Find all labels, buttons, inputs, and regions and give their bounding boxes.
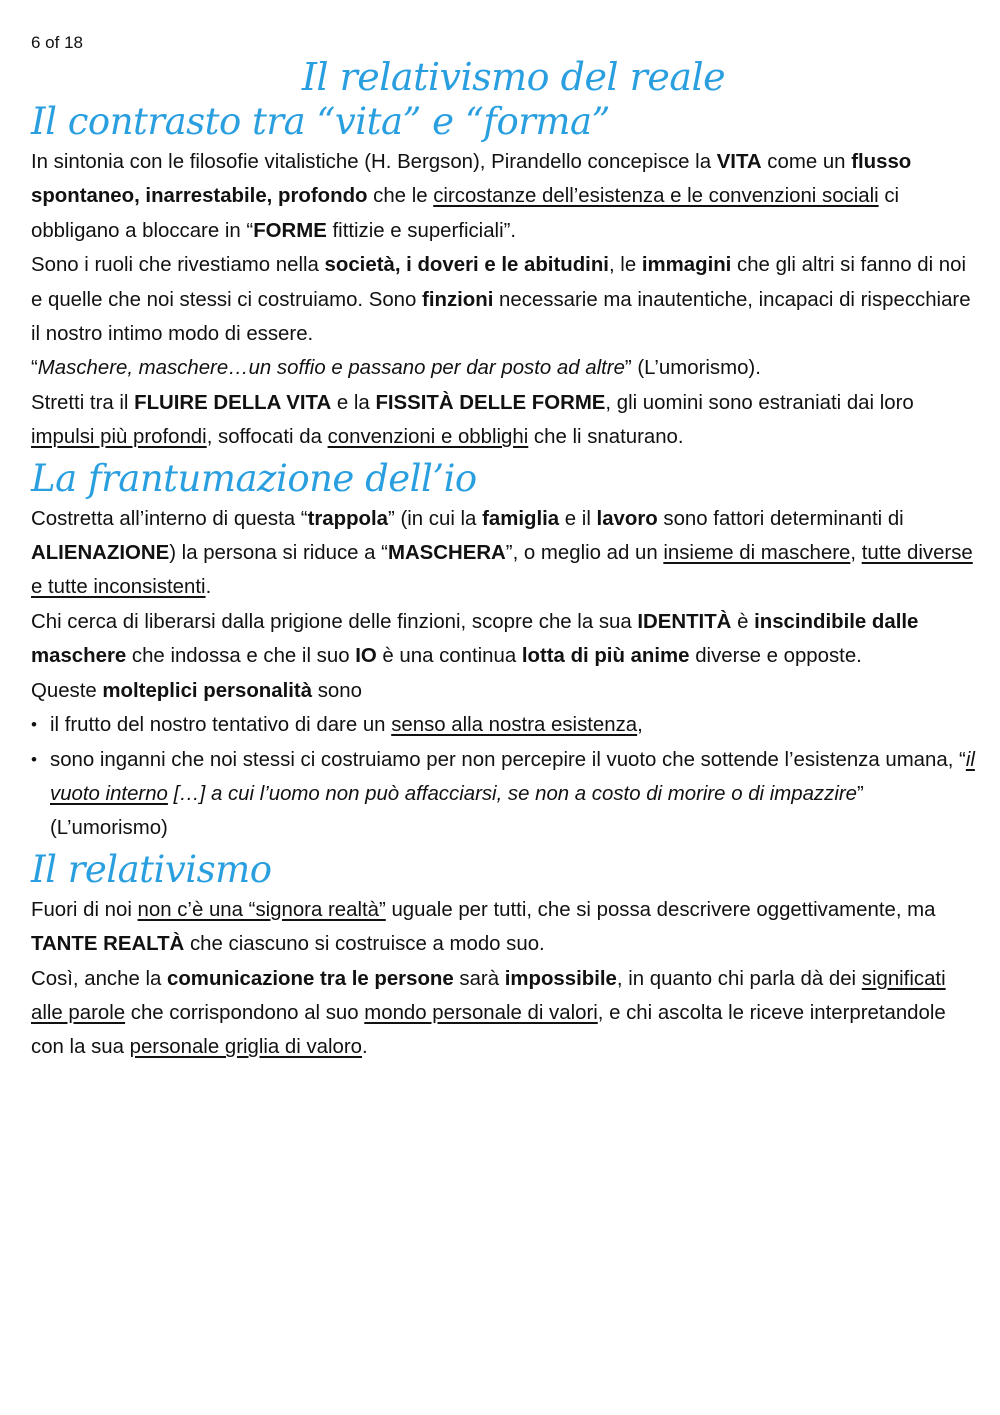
underlined-text: senso alla nostra esistenza [391,714,638,737]
paragraph [31,248,976,351]
section-vita-forma [31,99,976,455]
underlined-text: tutte diverse e tutte inconsistenti [31,542,973,599]
text-run: , soffocati da [206,426,328,449]
text-run: “ [31,357,38,380]
text-run: uguale per tutti, che si possa descrivere oggettivamente, ma [385,898,936,921]
text-run: ” (L’umorismo). [624,357,761,380]
underlined-text: convenzioni e obblighi [327,426,529,449]
text-run: diverse e opposte. [689,645,862,668]
emphasis-text: FISSITÀ DELLE FORME [375,391,606,414]
emphasis-text: FORME [253,219,327,242]
bullet-item [31,743,976,846]
emphasis-text: molteplici personalità [102,679,313,702]
page-title: Il relativismo del reale [301,55,726,99]
text-run: che corrispondono al suo [125,1001,365,1024]
emphasis-text: lotta di più anime [521,645,690,668]
emphasis-text: IDENTITÀ [637,610,732,633]
italic-text: Maschere, maschere…un soffio e passano per dar posto ad altre [37,357,625,380]
emphasis-text: trappola [307,507,388,530]
text-run: , in quanto chi parla dà dei [616,967,862,990]
document-body [31,56,976,1065]
text-run: Costretta all’interno di questa “ [31,507,308,530]
text-run: e la [331,391,376,414]
emphasis-text: famiglia [482,507,560,530]
emphasis-text: ALIENAZIONE [31,542,170,565]
text-run: ”, o meglio ad un [505,542,664,565]
text-run: , [850,542,862,565]
text-run: che li snaturano. [528,426,684,449]
emphasis-text: comunicazione tra le persone [167,967,454,990]
text-run: sono inganni che noi stessi ci costruiamo per non percepire il vuoto che sottende l’esistenza umana, “ [50,748,966,771]
text-run: e il [559,507,597,530]
text-run: ” (in cui la [388,507,483,530]
text-run: necessarie ma inautentiche, incapaci di rispecchiare il nostro intimo modo di essere. [31,288,971,346]
emphasis-text: flusso spontaneo, inarrestabile, profondo [31,151,912,208]
text-run: che gli altri si fanno di noi e quelle che noi stessi ci costruiamo. Sono [31,254,966,311]
emphasis-text: IO [355,645,377,668]
underlined-text: mondo personale di valori [364,1001,598,1024]
emphasis-text: immagini [641,254,732,277]
paragraph [31,351,976,385]
paragraph [31,674,976,708]
text-run: In sintonia con le filosofie vitalistiche (H. Bergson), Pirandello concepisce la [31,151,717,173]
underlined-text: significati alle parole [31,967,946,1024]
underlined-text: il vuoto interno [50,748,975,805]
text-run: il frutto del nostro tentativo di dare un [50,714,392,737]
paragraph [31,386,976,455]
italic-text: […] a cui l’uomo non può affacciarsi, se non a costo di morire o di impazzire [167,782,857,805]
emphasis-text: società, i doveri e le abitudini [324,254,609,277]
section-frantumazione-io [31,456,976,846]
paragraph [31,605,976,674]
underlined-text: impulsi più profondi [31,426,207,449]
paragraph [31,502,976,605]
emphasis-text: MASCHERA [387,542,506,565]
text-run: , le [608,254,642,277]
underlined-text: insieme di maschere [663,542,851,565]
text-run: ci obbligano a bloccare in “ [31,185,900,242]
text-run: . [205,576,212,599]
bullet-item [31,708,976,742]
text-run: Sono i ruoli che rivestiamo nella [31,254,325,277]
text-run: Fuori di noi [31,898,138,921]
text-run: ” (L’umorismo) [50,782,864,840]
text-run: Queste [31,679,103,702]
text-run: che ciascuno si costruisce a modo suo. [184,933,545,956]
emphasis-text: TANTE REALTÀ [31,933,185,956]
text-run: , e chi ascolta le riceve interpretandole con la sua [31,1001,946,1059]
text-run: , [637,714,643,737]
page-number: 6 of 18 [31,33,83,52]
text-run: sono fattori determinanti di [657,507,904,530]
text-run: ) la persona si riduce a “ [169,542,388,565]
text-run: Chi cerca di liberarsi dalla prigione delle finzioni, scopre che la sua [31,610,638,633]
text-run: che le [367,185,434,208]
section-heading: Il contrasto tra “vita” e “forma” [31,100,610,143]
text-run: . [362,1036,368,1059]
paragraph [31,145,976,248]
section-relativismo [31,847,976,1065]
paragraph [31,893,976,962]
section-heading: La frantumazione dell’io [31,456,477,500]
underlined-text: circostanze dell’esistenza e le convenzioni sociali [433,185,879,208]
text-run: Così, anche la [31,967,168,990]
emphasis-text: lavoro [596,507,658,530]
bullet-list [31,708,976,846]
text-run: Stretti tra il [31,391,135,414]
text-run: che indossa e che il suo [126,645,356,668]
text-run: come un [761,151,852,173]
underlined-text: non c’è una “signora realtà” [137,898,386,921]
emphasis-text: impossibile [504,967,617,990]
text-run: fittizie e superficiali”. [326,219,517,242]
paragraph [31,962,976,1065]
text-run: è [731,610,755,633]
text-run: , gli uomini sono estraniati dai loro [605,391,914,414]
text-run: è una continua [376,645,522,668]
emphasis-text: inscindibile dalle maschere [31,610,919,668]
emphasis-text: finzioni [422,288,494,311]
text-run: sarà [453,967,505,990]
emphasis-text: VITA [716,151,762,173]
underlined-text: personale griglia di valoro [129,1036,362,1059]
section-heading: Il relativismo [31,847,272,891]
emphasis-text: FLUIRE DELLA VITA [134,391,332,414]
text-run: sono [312,679,362,702]
